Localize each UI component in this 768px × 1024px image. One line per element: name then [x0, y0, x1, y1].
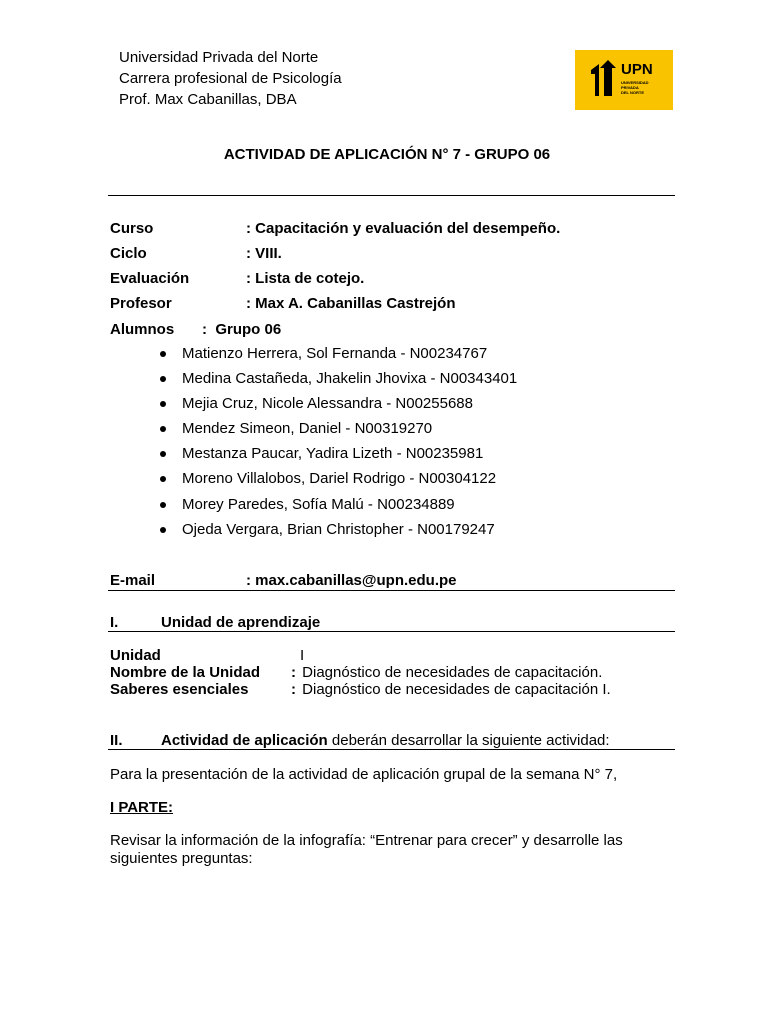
- bullet-icon: [160, 351, 166, 357]
- part1-text-line1: Revisar la información de la infografía: “Entrenar para crecer” y desarrolle las: [110, 832, 623, 849]
- bullet-icon: [160, 401, 166, 407]
- evaluacion-label: Evaluación: [110, 270, 190, 287]
- list-item: Medina Castañeda, Jhakelin Jhovixa - N00343401: [182, 370, 518, 387]
- curso-value: : Capacitación y evaluación del desempeño.: [246, 220, 561, 237]
- email-divider: [108, 590, 675, 591]
- document-title: ACTIVIDAD DE APLICACIÓN N° 7 - GRUPO 06: [223, 146, 551, 163]
- bullet-icon: [160, 502, 166, 508]
- header-professor: Prof. Max Cabanillas, DBA: [119, 91, 297, 108]
- nombre-unidad-value: Diagnóstico de necesidades de capacitación.: [298, 664, 603, 681]
- list-item: Mendez Simeon, Daniel - N00319270: [182, 420, 433, 437]
- part1-text-line2: siguientes preguntas:: [110, 850, 253, 867]
- saberes-label: Saberes esenciales: [110, 681, 249, 698]
- section2-title-rest: deberán desarrollar la siguiente actividad:: [327, 732, 610, 749]
- list-item: Moreno Villalobos, Dariel Rodrigo - N00304122: [182, 470, 497, 487]
- unidad-label: Unidad: [110, 647, 161, 664]
- ciclo-value: : VIII.: [246, 245, 282, 262]
- bullet-icon: [160, 527, 166, 533]
- section2-title-bold: Actividad de aplicación: [161, 732, 328, 749]
- bullet-icon: [160, 376, 166, 382]
- intro-paragraph: Para la presentación de la actividad de aplicación grupal de la semana N° 7,: [110, 766, 618, 783]
- list-item: Matienzo Herrera, Sol Fernanda - N00234767: [182, 345, 488, 362]
- alumnos-value: : Grupo 06: [202, 321, 282, 338]
- list-item: Mejia Cruz, Nicole Alessandra - N00255688: [182, 395, 473, 412]
- logo-subtext-3: DEL NORTE: [621, 90, 645, 95]
- title-divider: [108, 195, 675, 196]
- section2-divider: [108, 749, 675, 750]
- bullet-icon: [160, 426, 166, 432]
- header-career: Carrera profesional de Psicología: [119, 70, 342, 87]
- logo-subtext-1: UNIVERSIDAD: [621, 80, 649, 85]
- bullet-icon: [160, 451, 166, 457]
- logo-subtext-2: PRIVADA: [621, 85, 639, 90]
- section2-number: II.: [110, 732, 123, 749]
- section1-title: Unidad de aprendizaje: [161, 614, 321, 631]
- nombre-unidad-label: Nombre de la Unidad: [110, 664, 261, 681]
- list-item: Morey Paredes, Sofía Malú - N00234889: [182, 496, 455, 513]
- section2-title: [161, 730, 610, 751]
- bullet-icon: [160, 476, 166, 482]
- list-item: Mestanza Paucar, Yadira Lizeth - N00235981: [182, 445, 484, 462]
- nombre-unidad-colon: :: [291, 664, 296, 681]
- upn-logo: [575, 50, 673, 110]
- section1-divider: [108, 631, 675, 632]
- list-item: Ojeda Vergara, Brian Christopher - N00179247: [182, 521, 495, 538]
- saberes-colon: :: [291, 681, 296, 698]
- section1-number: I.: [110, 614, 119, 631]
- part1-heading: I PARTE:: [110, 799, 174, 816]
- alumnos-label: Alumnos: [110, 321, 175, 338]
- header-university: Universidad Privada del Norte: [119, 49, 319, 66]
- unidad-value: I: [300, 647, 305, 664]
- email-label: E-mail: [110, 572, 156, 589]
- evaluacion-value: : Lista de cotejo.: [246, 270, 365, 287]
- profesor-value: : Max A. Cabanillas Castrejón: [246, 295, 456, 312]
- ciclo-label: Ciclo: [110, 245, 147, 262]
- curso-label: Curso: [110, 220, 154, 237]
- logo-brand: UPN: [621, 61, 653, 78]
- profesor-label: Profesor: [110, 295, 172, 312]
- email-value: : max.cabanillas@upn.edu.pe: [246, 572, 457, 589]
- saberes-value: Diagnóstico de necesidades de capacitación I.: [298, 681, 611, 698]
